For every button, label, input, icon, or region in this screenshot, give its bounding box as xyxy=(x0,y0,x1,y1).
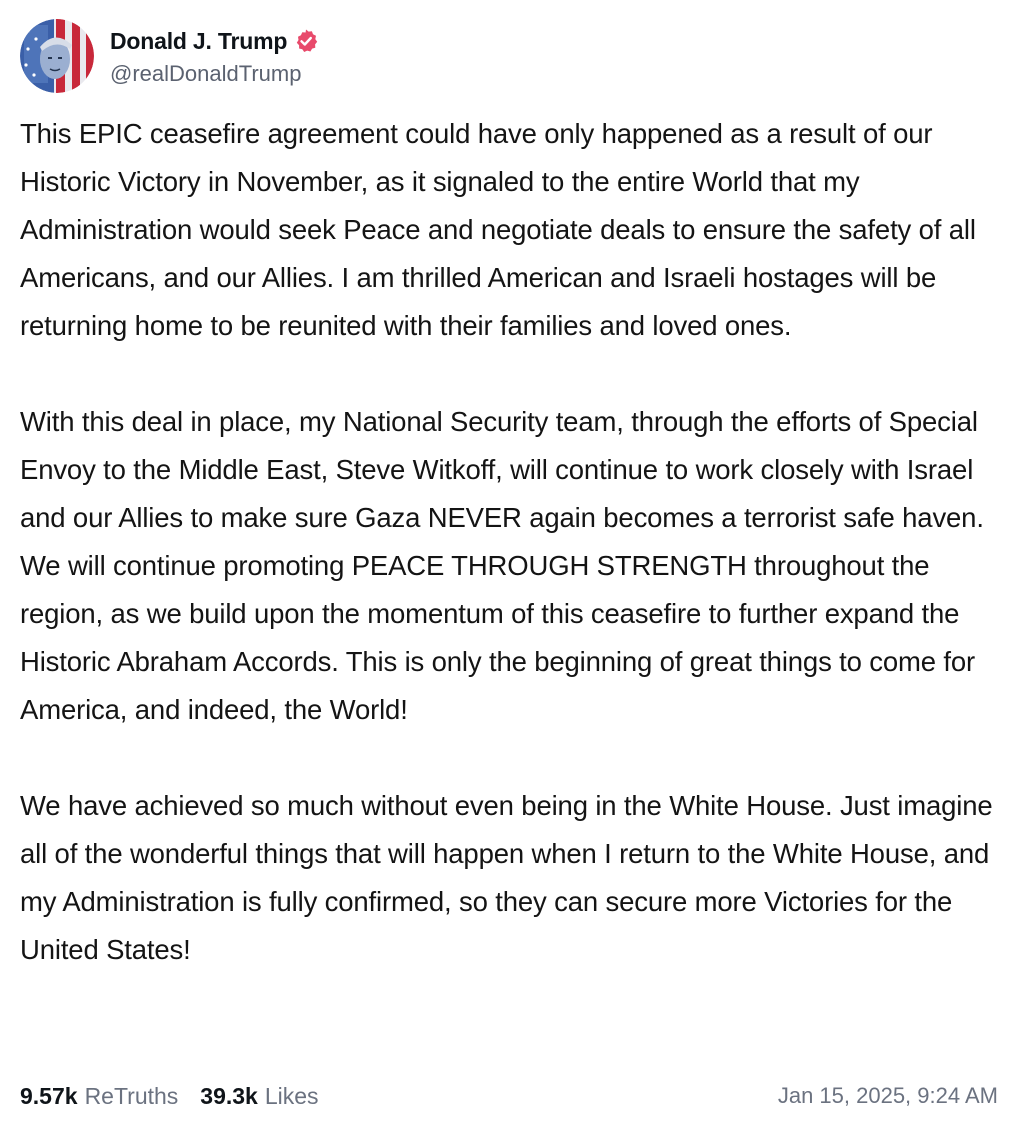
retruths-stat[interactable] xyxy=(20,1083,178,1110)
display-name[interactable]: Donald J. Trump xyxy=(110,27,288,54)
likes-count: 39.3k xyxy=(200,1082,258,1109)
avatar-portrait-flag-icon xyxy=(20,19,94,93)
retruths-label: ReTruths xyxy=(84,1082,179,1109)
post-body xyxy=(20,110,1010,974)
post-footer xyxy=(20,1078,998,1114)
author-block xyxy=(110,25,319,87)
user-handle[interactable]: @realDonaldTrump xyxy=(110,61,302,86)
post-paragraph-1: This EPIC ceasefire agreement could have only happened as a result of our Historic Victory in November, as it signaled to the entire World that my Administration would seek Peace and negotiate deals to ensure the safety of all Americans, and our Allies. I am thrilled American and Israeli hostages will be returning home to be reunited with their families and loved ones. xyxy=(20,118,976,341)
avatar[interactable] xyxy=(20,19,94,93)
verified-badge-icon xyxy=(293,28,319,54)
likes-label: Likes xyxy=(264,1082,319,1109)
likes-stat[interactable] xyxy=(200,1083,318,1110)
post-header xyxy=(20,16,319,96)
retruths-count: 9.57k xyxy=(20,1082,78,1109)
post-paragraph-2: With this deal in place, my National Security team, through the efforts of Special Envoy to the Middle East, Steve Witkoff, will continue to work closely with Israel and our Allies to make sure Gaza NEVER again becomes a terrorist safe haven. We will continue promoting PEACE THROUGH STRENGTH throughout the region, as we build upon the momentum of this ceasefire to further expand the Historic Abraham Accords. This is only the beginning of great things to come for America, and indeed, the World! xyxy=(20,406,984,725)
name-row xyxy=(110,25,319,57)
post-paragraph-3: We have achieved so much without even being in the White House. Just imagine all of the wonderful things that will happen when I return to the White House, and my Administration is fully confirmed, so they can secure more Victories for the United States! xyxy=(20,790,993,965)
post-timestamp[interactable]: Jan 15, 2025, 9:24 AM xyxy=(777,1083,998,1108)
